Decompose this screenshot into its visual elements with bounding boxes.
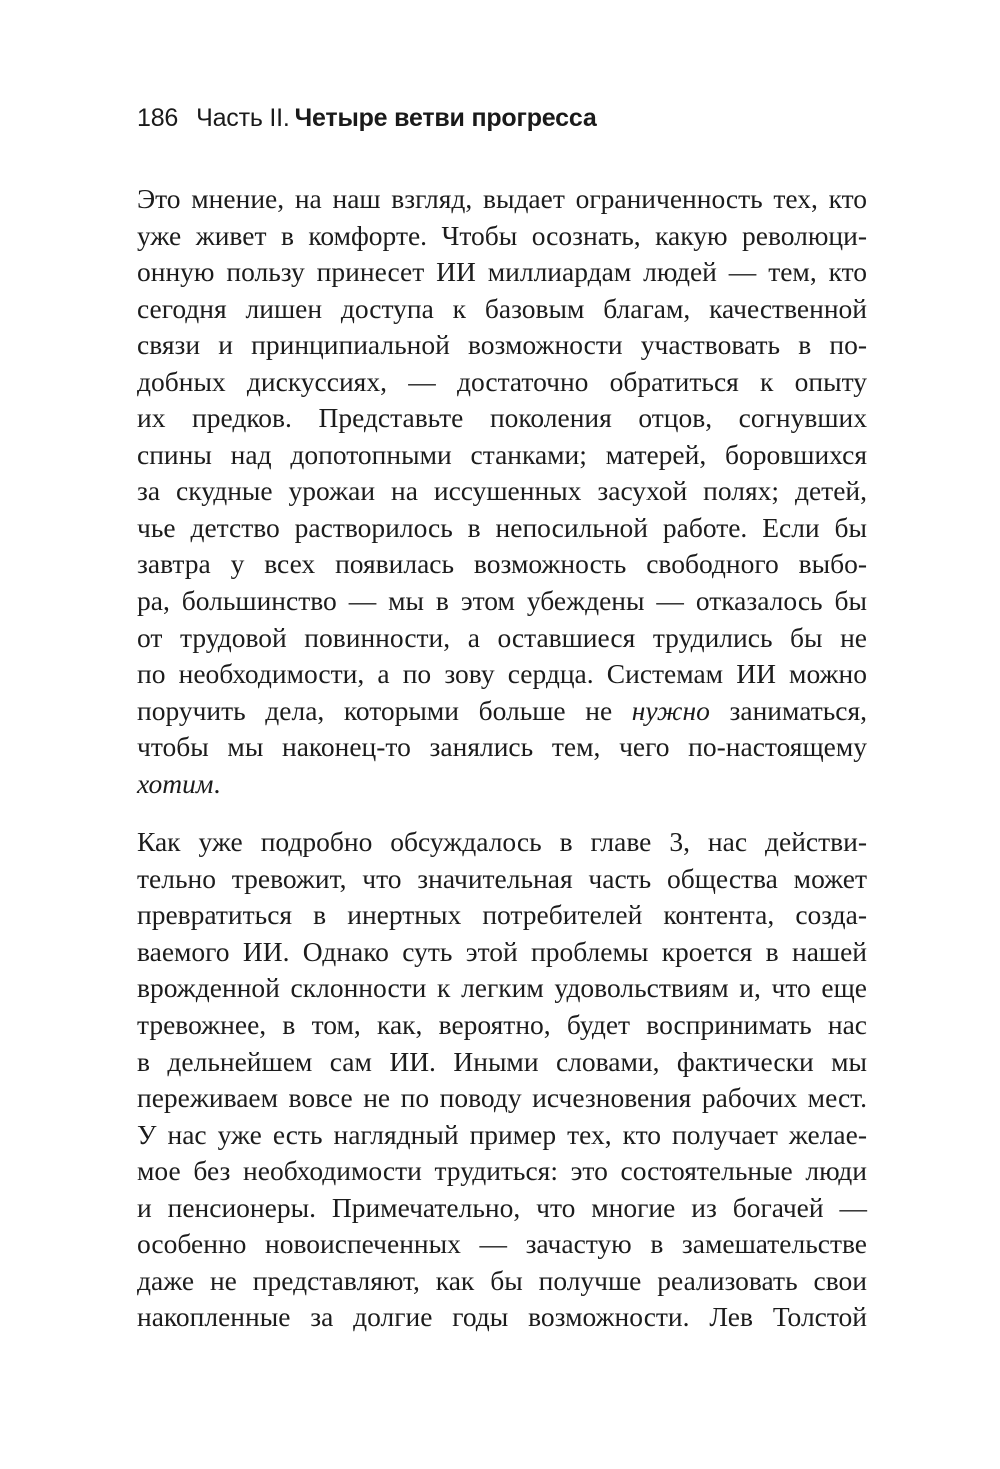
text-line: за скудные урожаи на иссушенных засухой полях; детей, [137,475,867,507]
text-line: и пенсионеры. Примечательно, что многие из богачей — [137,1191,867,1223]
text-line: Это мнение, на наш взгляд, выдает ограниченность тех, кто [137,183,867,214]
text-line: переживаем вовсе не по поводу исчезновения рабочих мест. [137,1082,867,1114]
text-line: Как уже подробно обсуждалось в главе 3, нас действи- [137,826,867,858]
text-line: добных дискуссиях, — достаточно обратиться к опыту [137,365,867,397]
emphasis-text: нужно [631,694,710,726]
text-line-last [137,766,867,803]
text-line: завтра у всех появилась возможность свободного выбо- [137,548,867,580]
text-line: в дельнейшем сам ИИ. Иными словами, фактически мы [137,1045,867,1077]
running-header [137,104,597,133]
text-line: особенно новоиспеченных — зачастую в замешательстве [137,1228,867,1260]
text-line: сегодня лишен доступа к базовым благам, качественной [137,292,867,324]
text-line: тревожнее, в том, как, вероятно, будет воспринимать нас [137,1009,867,1041]
text-line: их предков. Представьте поколения отцов, согнувших [137,402,867,434]
emphasis-text: хотим [137,767,214,799]
paragraph-1 [137,181,867,802]
text-line: накопленные за долгие годы возможности. Лев Толстой [137,1301,867,1333]
part-title: Четыре ветви прогресса [294,104,597,132]
text-segment: заниматься, [709,694,868,726]
text-line-with-emphasis [137,693,867,730]
text-line: мое без необходимости трудиться: это состоятельные люди [137,1155,867,1187]
text-line: уже живет в комфорте. Чтобы осознать, какую революци- [137,219,867,251]
text-line: врожденной склонности к легким удовольствиям и, что еще [137,972,867,1004]
text-line: связи и принципиальной возможности участвовать в по- [137,329,867,361]
text-line: по необходимости, а по зову сердца. Системам ИИ можно [137,658,867,690]
text-segment: поручить дела, которыми больше не [137,694,632,726]
paragraph-2 [137,824,867,1336]
text-segment: . [213,767,221,799]
text-line: онную пользу принесет ИИ миллиардам людей — тем, кто [137,256,867,288]
text-line: чье детство растворилось в непосильной работе. Если бы [137,511,867,543]
page-number: 186 [137,104,179,132]
text-line: ваемого ИИ. Однако суть этой проблемы кроется в нашей [137,935,867,967]
text-line: тельно тревожит, что значительная часть общества может [137,862,867,894]
text-line: У нас уже есть наглядный пример тех, кто получает желае- [137,1118,867,1150]
text-line: чтобы мы наконец-то занялись тем, чего по-настоящему [137,731,867,763]
body-text [137,181,867,1336]
text-line: спины над допотопными станками; матерей, боровшихся [137,438,867,470]
part-label: Часть II. [196,104,290,132]
text-line: превратиться в инертных потребителей контента, созда- [137,899,867,931]
text-line: даже не представляют, как бы получше реализовать свои [137,1264,867,1296]
text-line: от трудовой повинности, а оставшиеся трудились бы не [137,621,867,653]
text-line: ра, большинство — мы в этом убеждены — отказалось бы [137,585,867,617]
